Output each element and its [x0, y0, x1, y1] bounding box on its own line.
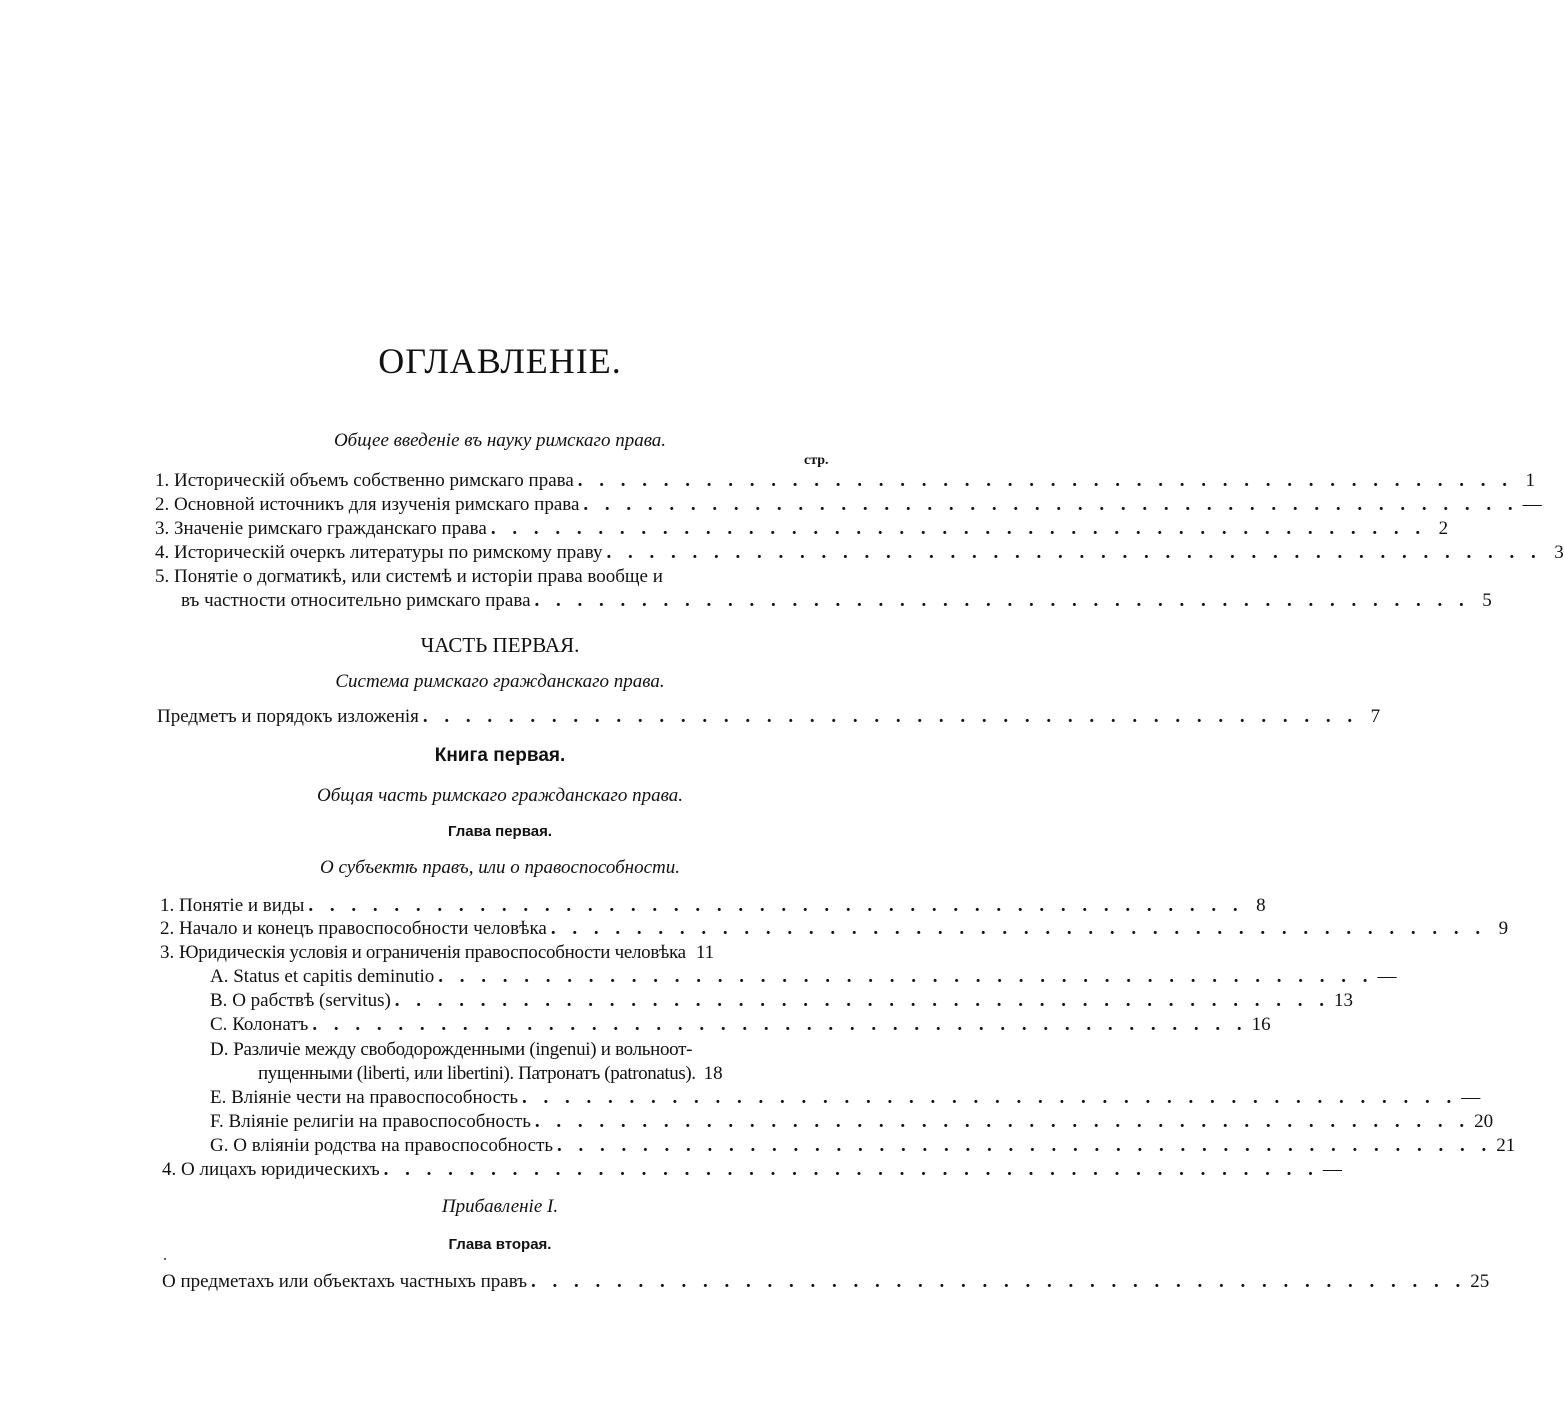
entry-title: Историческій объемъ собственно римскаго права [174, 470, 574, 491]
toc-subentry[interactable] [210, 1134, 1516, 1158]
chapter-heading: Глава первая. [447, 823, 552, 840]
leader-dots: . . . . . . . . . . . . . . . . . . . . . . . . . . . . . . . . . . . . . . . . . . . . [438, 966, 1374, 987]
book-heading: Книга первая. [434, 745, 566, 766]
page-column-label: стр. [804, 453, 829, 468]
entry-page: 8 [1256, 895, 1266, 916]
entry-page: 9 [1498, 918, 1509, 939]
leader-dots: . . . . . . . . . . . . . . . . . . . . . . . . . . . . . . . . . . . . . . . . . . . . [550, 918, 1487, 939]
entry-number: 5. [155, 566, 170, 587]
leader-dots: . . . . . . . . . . . . . . . . . . . . . . . . . . . . . . . . . . . . . . . . . . . . [534, 1111, 1471, 1132]
subentry-page: — [1377, 966, 1397, 987]
entry-page: — [1522, 494, 1542, 515]
page-title: ОГЛАВЛЕНІЕ. [378, 341, 622, 381]
entry-number: 2. [155, 494, 170, 515]
entry-title: Основной источникъ для изученія римскаго права [174, 494, 580, 515]
leader-dots: . . . . . . . . . . . . . . . . . . . . . . . . . . . . . . . . . . . . . . . . . . . . [308, 895, 1244, 916]
entry-title: Значеніе римскаго гражданскаго права [174, 518, 487, 539]
entry-title: Юридическія условія и ограниченія правоспособности человѣка [179, 942, 686, 963]
entry-page: — [1322, 1159, 1342, 1180]
subentry-letter: G. [210, 1135, 229, 1156]
entry-page: 7 [1370, 706, 1381, 727]
subentry-title: О вліяніи родства на правоспособность [233, 1135, 554, 1156]
subentry-page: — [1461, 1087, 1481, 1108]
subentry-letter: F. [210, 1111, 224, 1132]
toc-entry[interactable] [160, 917, 1509, 941]
entry-title: О лицахъ юридическихъ [181, 1159, 380, 1180]
subentry-title: Status et capitis deminutio [233, 966, 435, 987]
entry-number: 2. [160, 918, 175, 939]
chapter-heading: Глава вторая. [448, 1236, 552, 1253]
toc-entry[interactable] [160, 894, 1266, 918]
entry-number: 3. [160, 942, 175, 963]
print-speck [164, 1258, 166, 1260]
subentry-title: Различіе между свободорожденными (ingenui) и вольноот- [233, 1039, 693, 1060]
toc-subentry[interactable] [210, 965, 1397, 989]
entry-page: 3 [1554, 542, 1564, 563]
subentry-letter: A. [210, 966, 229, 987]
subentry-letter: E. [210, 1087, 227, 1108]
subentry-title: Колонатъ [232, 1014, 309, 1035]
toc-entry[interactable] [162, 1158, 1342, 1182]
toc-entry[interactable] [155, 469, 1536, 493]
entry-number: 1. [155, 470, 170, 491]
toc-subentry[interactable] [210, 1086, 1481, 1110]
toc-entry[interactable] [155, 517, 1449, 541]
entry-number: 4. [162, 1159, 177, 1180]
toc-entry[interactable] [155, 541, 1564, 565]
toc-subentry[interactable] [210, 1110, 1494, 1134]
toc-subentry-continuation[interactable] [258, 1062, 844, 1086]
toc-subentry[interactable] [210, 989, 1354, 1013]
toc-subentry[interactable] [210, 1013, 1271, 1037]
subentry-page: 18 [703, 1063, 723, 1084]
leader-dots: . . . . . . . . . . . . . . . . . . . . . . . . . . . . . . . . . . . . . . . . . . . . [577, 470, 1514, 491]
subentry-page: 20 [1474, 1111, 1494, 1132]
entry-title: Предметъ и порядокъ изложенія [157, 706, 419, 727]
entry-title: Начало и конецъ правоспособности человѣка [179, 918, 547, 939]
entry-title: О предметахъ или объектахъ частныхъ правъ [162, 1271, 528, 1292]
entry-number: 3. [155, 518, 170, 539]
toc-entry[interactable] [160, 941, 844, 965]
appendix-heading: Прибавленіе I. [441, 1196, 559, 1217]
entry-number: 4. [155, 542, 170, 563]
subentry-title: Вліяніе религіи на правоспособность [228, 1111, 531, 1132]
entry-page: 11 [695, 942, 715, 963]
subentry-page: 13 [1334, 990, 1354, 1011]
entry-number: 1. [160, 895, 175, 916]
toc-entry-continuation[interactable] [181, 589, 1492, 613]
subentry-title: Вліяніе чести на правоспособность [231, 1087, 519, 1108]
leader-dots: . . . . . . . . . . . . . . . . . . . . . . . . . . . . . . . . . . . . . . . . . . . . [394, 990, 1331, 1011]
leader-dots: . . . . . . . . . . . . . . . . . . . . . . . . . . . . . . . . . . . . . . . . . . . . [383, 1159, 1319, 1180]
leader-dots: . . . . . . . . . . . . . . . . . . . . . . . . . . . . . . . . . . . . . . . . . . . . [531, 1271, 1467, 1292]
toc-entry[interactable] [162, 1270, 1490, 1294]
subentry-title-continuation: пущенными (liberti, или libertini). Патронатъ (patronatus). [258, 1063, 696, 1084]
part-heading: ЧАСТЬ ПЕРВАЯ. [420, 633, 580, 657]
leader-dots: . . . . . . . . . . . . . . . . . . . . . . . . . . . . . . . . . . . . . . . . . . . . [606, 542, 1542, 563]
leader-dots: . . . . . . . . . . . . . . . . . . . . . . . . . . . . . . . . . . . . . . . . . . . . [312, 1014, 1248, 1035]
subentry-title: О рабствѣ (servitus) [232, 990, 391, 1011]
chapter-subheading: О субъектѣ правъ, или о правоспособности. [319, 857, 681, 878]
book-subheading: Общая часть римскаго гражданскаго права. [317, 785, 683, 806]
entry-title: Понятіе о догматикѣ, или системѣ и исторіи права вообще и [174, 566, 663, 587]
toc-entry[interactable] [155, 493, 1542, 517]
entry-title-continuation: въ частности относительно римскаго права [181, 590, 531, 611]
leader-dots: . . . . . . . . . . . . . . . . . . . . . . . . . . . . . . . . . . . . . . . . . . . . [522, 1087, 1458, 1108]
subentry-letter: D. [210, 1039, 229, 1060]
entry-page: 2 [1438, 518, 1449, 539]
subentry-page: 21 [1496, 1135, 1516, 1156]
leader-dots: . . . . . . . . . . . . . . . . . . . . . . . . . . . . . . . . . . . . . . . . . . . . [422, 706, 1359, 727]
subentry-letter: C. [210, 1014, 228, 1035]
leader-dots: . . . . . . . . . . . . . . . . . . . . . . . . . . . . . . . . . . . . . . . . . . . . [490, 518, 1427, 539]
leader-dots: . . . . . . . . . . . . . . . . . . . . . . . . . . . . . . . . . . . . . . . . . . . . [583, 494, 1519, 515]
entry-page: 25 [1470, 1271, 1490, 1292]
entry-page: 1 [1525, 470, 1536, 491]
intro-heading: Общее введеніе въ науку римскаго права. [333, 430, 667, 451]
leader-dots: . . . . . . . . . . . . . . . . . . . . . . . . . . . . . . . . . . . . . . . . . . . . [557, 1135, 1493, 1156]
subentry-page: 16 [1251, 1014, 1271, 1035]
toc-subentry[interactable] [210, 1038, 844, 1062]
leader-dots: . . . . . . . . . . . . . . . . . . . . . . . . . . . . . . . . . . . . . . . . . . . . [534, 590, 1470, 611]
part-subheading: Система римскаго гражданскаго права. [335, 671, 665, 692]
subentry-letter: B. [210, 990, 228, 1011]
toc-entry[interactable] [155, 565, 840, 589]
entry-page: 5 [1482, 590, 1492, 611]
toc-entry[interactable] [157, 705, 1381, 729]
entry-title: Понятіе и виды [179, 895, 305, 916]
entry-title: Историческій очеркъ литературы по римскому праву [174, 542, 603, 563]
